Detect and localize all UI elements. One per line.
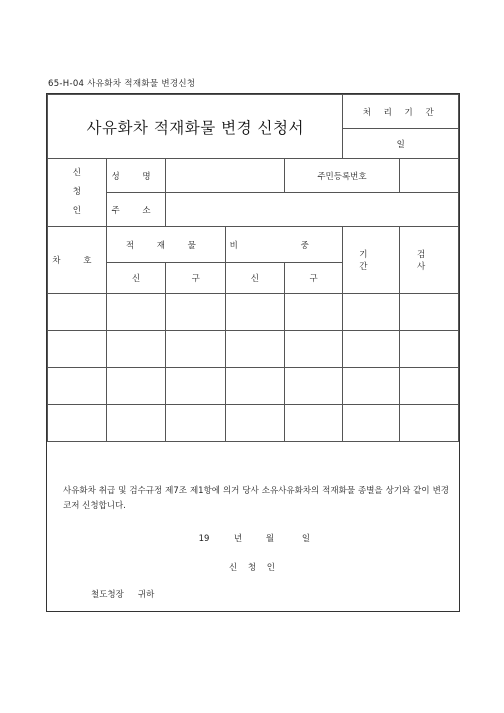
processing-period-label: 처 리 기 간 <box>343 95 459 129</box>
table-cell[interactable] <box>48 331 107 368</box>
table-cell[interactable] <box>106 405 166 442</box>
applicant-char-3: 인 <box>72 206 81 216</box>
table-cell[interactable] <box>106 368 166 405</box>
table-cell[interactable] <box>343 294 400 331</box>
table-cell[interactable] <box>226 294 285 331</box>
ratio-old-header: 구 <box>284 263 343 294</box>
inspection-header: 검 사 <box>400 227 459 294</box>
table-cell[interactable] <box>166 405 226 442</box>
cargo-new-header: 신 <box>106 263 166 294</box>
table-cell[interactable] <box>166 294 226 331</box>
table-row <box>48 368 459 405</box>
table-cell[interactable] <box>400 294 459 331</box>
table-cell[interactable] <box>48 368 107 405</box>
applicant-signature: 신 청 인 <box>228 563 280 573</box>
date-year: 19 <box>198 534 210 544</box>
table-cell[interactable] <box>284 331 343 368</box>
recipient-suffix: 귀하 <box>137 590 155 600</box>
date-month-unit: 월 <box>265 534 275 544</box>
ratio-new-header: 신 <box>226 263 285 294</box>
form-title: 사유화차 적재화물 변경 신청서 <box>86 118 304 137</box>
car-number-header: 차 호 <box>48 227 107 294</box>
table-cell[interactable] <box>343 368 400 405</box>
table-cell[interactable] <box>166 331 226 368</box>
id-number-label: 주민등록번호 <box>284 159 399 193</box>
table-row <box>48 405 459 442</box>
recipient <box>91 588 168 600</box>
address-label: 주 소 <box>106 193 166 227</box>
request-statement: 사유화차 취급 및 검수규정 제7조 제1항에 의거 당사 소유사유화차의 적재화물 종별을 상기와 같이 변경코저 신청합니다. <box>63 486 449 511</box>
table-cell[interactable] <box>400 368 459 405</box>
table-cell[interactable] <box>106 331 166 368</box>
name-label: 성 명 <box>106 159 166 193</box>
table-cell[interactable] <box>106 294 166 331</box>
table-cell[interactable] <box>48 294 107 331</box>
date-day-unit: 일 <box>301 534 311 544</box>
table-cell[interactable] <box>284 294 343 331</box>
table-row <box>48 294 459 331</box>
applicant-char-1: 신 <box>72 168 81 178</box>
table-cell[interactable] <box>166 368 226 405</box>
table-cell[interactable] <box>284 368 343 405</box>
date-line <box>47 532 461 544</box>
form-code: 65-H-04 사유화차 적재화물 변경신청 <box>48 79 196 89</box>
period-header: 기 간 <box>343 227 400 294</box>
applicant-char-2: 청 <box>72 187 81 197</box>
application-form <box>46 93 460 612</box>
form-table <box>47 94 459 442</box>
address-field[interactable] <box>166 193 459 227</box>
table-cell[interactable] <box>343 405 400 442</box>
table-cell[interactable] <box>284 405 343 442</box>
table-cell[interactable] <box>343 331 400 368</box>
table-cell[interactable] <box>226 405 285 442</box>
table-cell[interactable] <box>400 331 459 368</box>
table-cell[interactable] <box>48 405 107 442</box>
name-field[interactable] <box>166 159 284 193</box>
cargo-header: 적 재 물 <box>106 227 225 263</box>
ratio-header: 비 중 <box>226 227 343 263</box>
table-cell[interactable] <box>226 368 285 405</box>
processing-period-value: 일 <box>343 129 459 159</box>
table-cell[interactable] <box>400 405 459 442</box>
recipient-name: 철도청장 <box>91 590 124 600</box>
id-number-field[interactable] <box>400 159 459 193</box>
table-cell[interactable] <box>226 331 285 368</box>
cargo-old-header: 구 <box>166 263 226 294</box>
form-title-cell <box>48 95 343 159</box>
applicant-section-label <box>48 159 107 227</box>
table-row <box>48 331 459 368</box>
date-year-unit: 년 <box>233 534 243 544</box>
